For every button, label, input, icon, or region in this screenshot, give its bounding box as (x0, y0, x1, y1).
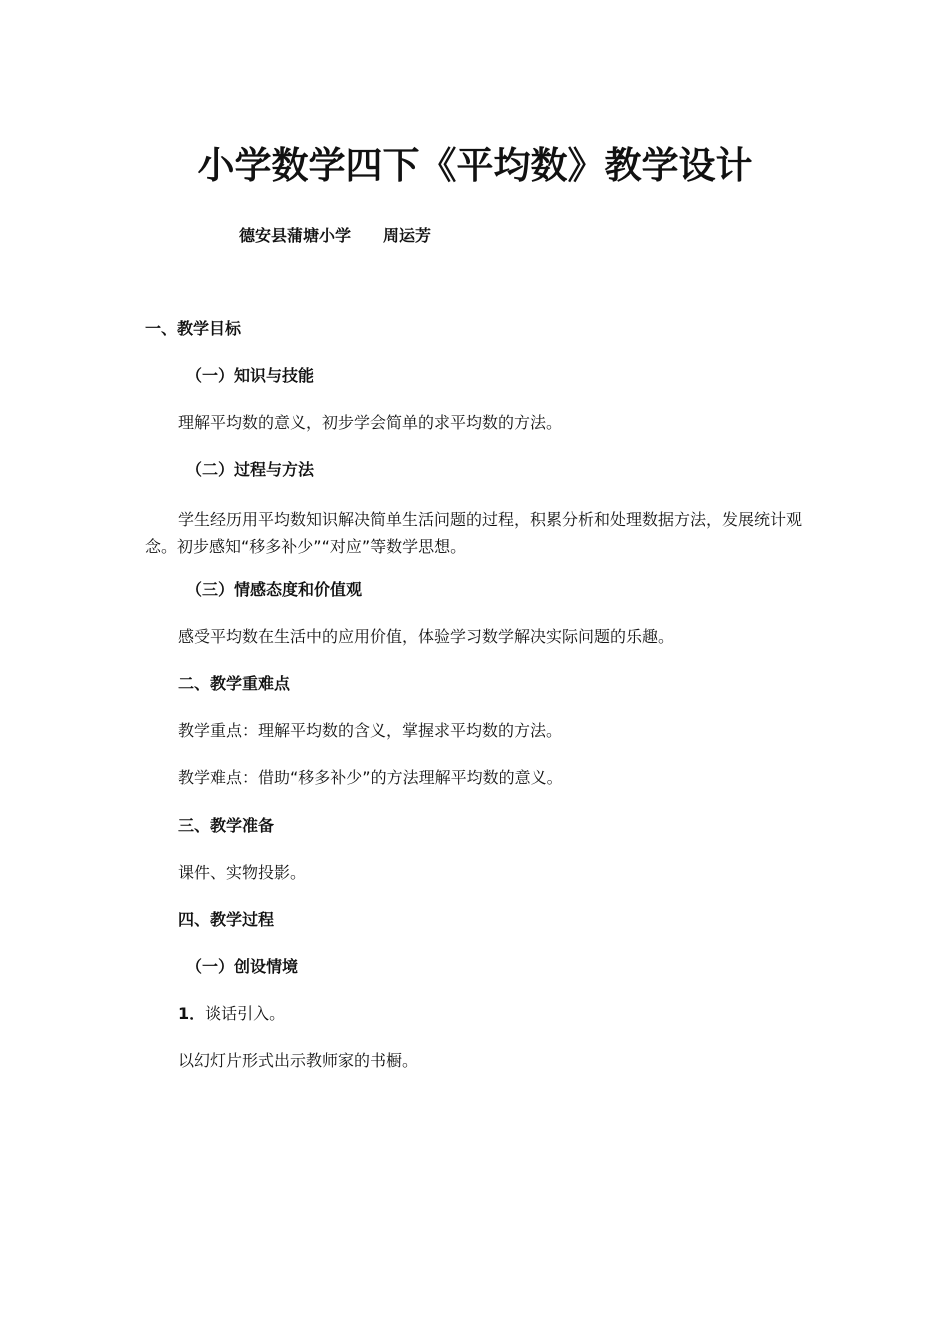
paragraph-key-point: 教学重点：理解平均数的含义，掌握求平均数的方法。 (178, 721, 563, 740)
paragraph-attitude-values: 感受平均数在生活中的应用价值，体验学习数学解决实际问题的乐趣。 (178, 627, 675, 646)
subheading-process-method: （二）过程与方法 (186, 460, 315, 479)
author-line: 德安县蒲塘小学 周运芳 (239, 226, 432, 245)
document-title: 小学数学四下《平均数》教学设计 (197, 144, 753, 187)
subheading-create-situation: （一）创设情境 (186, 957, 299, 976)
paragraph-step-1-detail: 以幻灯片形式出示教师家的书橱。 (178, 1051, 419, 1070)
subheading-knowledge-skills: （一）知识与技能 (186, 366, 315, 385)
step-1-line (178, 1003, 285, 1025)
section-heading-goals: 一、教学目标 (145, 319, 242, 338)
subheading-attitude-values: （三）情感态度和价值观 (186, 580, 363, 599)
step-1-text: 谈话引入。 (205, 1004, 286, 1023)
paragraph-knowledge-skills: 理解平均数的意义，初步学会简单的求平均数的方法。 (178, 413, 563, 432)
step-1-number: 1． (178, 1004, 206, 1023)
section-heading-key-points: 二、教学重难点 (178, 674, 291, 693)
section-heading-preparation: 三、教学准备 (178, 816, 275, 835)
paragraph-preparation: 课件、实物投影。 (178, 863, 307, 882)
section-heading-process: 四、教学过程 (178, 910, 275, 929)
paragraph-process-method: 学生经历用平均数知识解决简单生活问题的过程，积累分析和处理数据方法，发展统计观念。初步感知“移多补少”“对应”等数学思想。 (145, 510, 803, 556)
paragraph-difficult-point: 教学难点：借助“移多补少”的方法理解平均数的意义。 (178, 768, 563, 787)
